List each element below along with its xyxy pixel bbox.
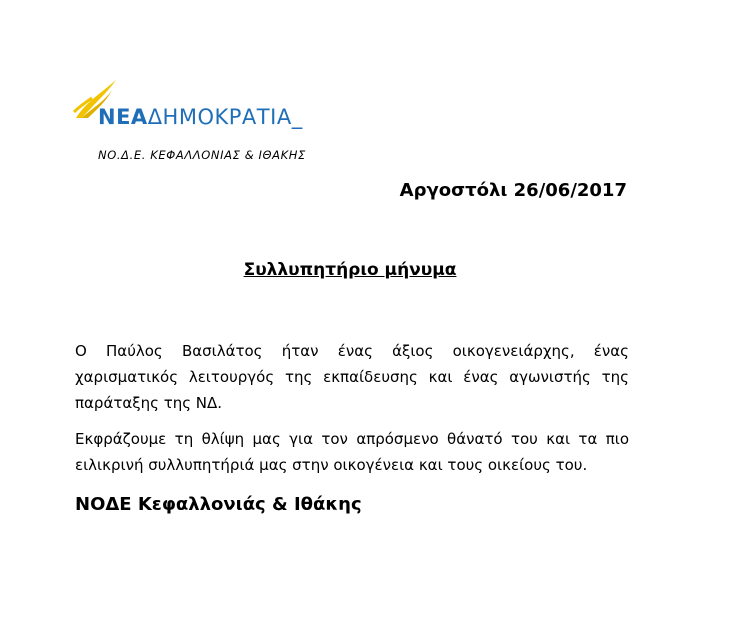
document-date: Αργοστόλι 26/06/2017	[399, 180, 627, 201]
logo-text-dimokratia: ΔΗΜΟΚΡΑΤΙΑ	[147, 105, 292, 129]
body-paragraph-2: Εκφράζουμε τη θλίψη μας για τον απρόσμενο θάνατό του και τα πιο ειλικρινή συλλυπητήριά μας στην οικογένεια και τους οικείους του.	[75, 430, 629, 474]
party-logo	[72, 72, 312, 134]
logo-wordmark	[98, 105, 303, 129]
document-signature: ΝΟΔΕ Κεφαλλονιάς & Ιθάκης	[75, 494, 362, 515]
organization-subtitle: ΝΟ.Δ.Ε. ΚΕΦΑΛΛΟΝΙΑΣ & ΙΘΑΚΗΣ	[98, 148, 306, 162]
logo-underscore: _	[291, 105, 303, 129]
body-paragraph-1: Ο Παύλος Βασιλάτος ήταν ένας άξιος οικογενειάρχης, ένας χαρισματικός λειτουργός της εκπαίδευσης και ένας αγωνιστής της παράταξης της ΝΔ.	[75, 342, 629, 412]
logo-text-nea: ΝΕΑ	[98, 105, 148, 129]
document-title: Συλλυπητήριο μήνυμα	[243, 260, 457, 280]
document-body	[75, 338, 629, 488]
